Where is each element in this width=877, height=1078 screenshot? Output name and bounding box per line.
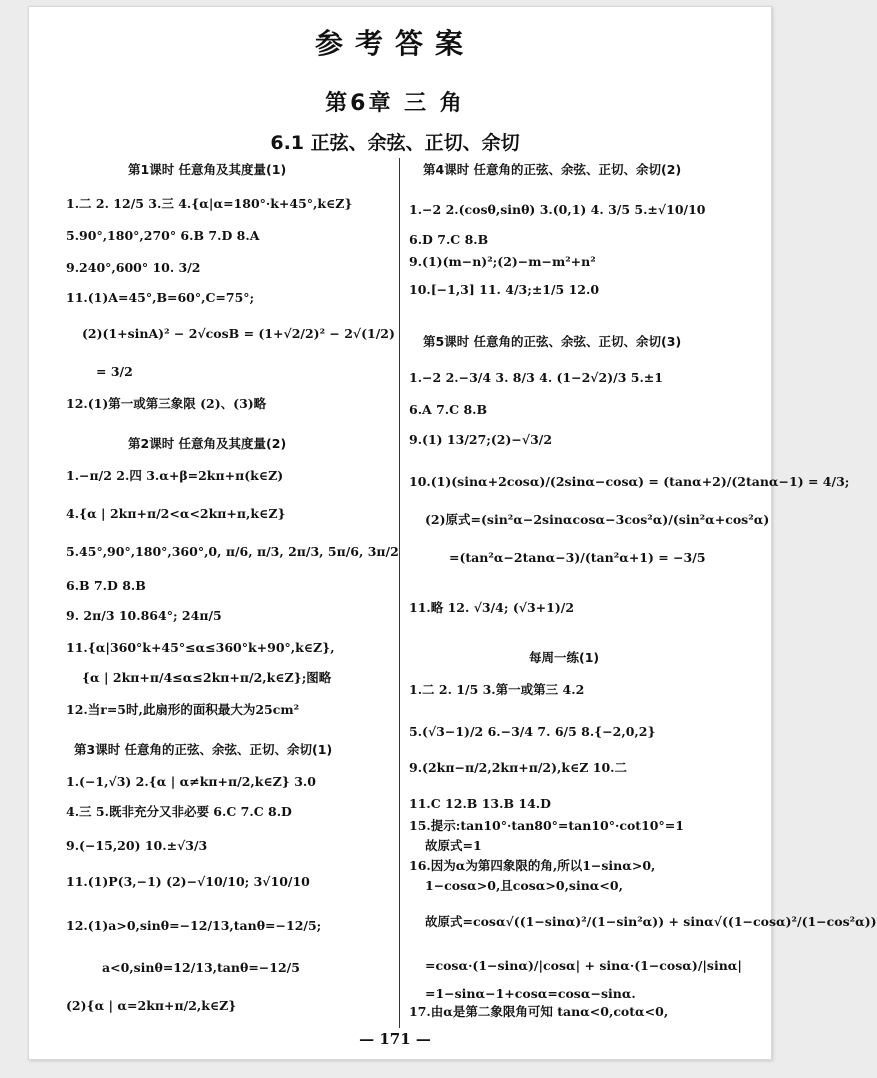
answer-line: 1.−2 2.(cosθ,sinθ) 3.(0,1) 4. 3/5 5.±√10/10 <box>409 202 706 217</box>
answer-line: (2){α | α=2kπ+π/2,k∈Z} <box>66 998 237 1013</box>
answer-line: 11.略 12. √3/4; (√3+1)/2 <box>409 600 575 615</box>
answer-line: 9.(1)(m−n)²;(2)−m−m²+n² <box>409 254 596 269</box>
answer-line: 17.由α是第二象限角可知 tanα<0,cotα<0, <box>409 1004 669 1019</box>
answer-line: 11.(1)A=45°,B=60°,C=75°; <box>66 290 255 305</box>
answer-line: 12.当r=5时,此扇形的面积最大为25cm² <box>66 702 300 717</box>
lesson-heading: 第3课时 任意角的正弦、余弦、正切、余切(1) <box>74 742 333 757</box>
column-divider <box>399 158 400 1028</box>
section-title: 6.1 正弦、余弦、正切、余切 <box>270 132 520 154</box>
answer-line: 1.二 2. 1/5 3.第一或第三 4.2 <box>409 682 585 697</box>
weekly-heading: 每周一练(1) <box>529 650 600 665</box>
answer-line: 11.(1)P(3,−1) (2)−√10/10; 3√10/10 <box>66 874 310 889</box>
answer-line: 6.D 7.C 8.B <box>409 232 489 247</box>
answer-line: 4.{α | 2kπ+π/2<α<2kπ+π,k∈Z} <box>66 506 286 521</box>
page-number: — 171 — <box>359 1030 431 1048</box>
answer-line: 9.240°,600° 10. 3/2 <box>66 260 201 275</box>
answer-line: 5.(√3−1)/2 6.−3/4 7. 6/5 8.{−2,0,2} <box>409 724 656 739</box>
answer-line: a<0,sinθ=12/13,tanθ=−12/5 <box>102 960 300 975</box>
answer-line: 故原式=1 <box>425 838 482 853</box>
answer-line: 5.45°,90°,180°,360°,0, π/6, π/3, 2π/3, 5π/6, 3π/2 <box>66 544 399 559</box>
answer-line: (2)(1+sinA)² − 2√cosB = (1+√2/2)² − 2√(1/2) <box>82 326 395 341</box>
answer-line: 10.[−1,3] 11. 4/3;±1/5 12.0 <box>409 282 600 297</box>
answer-line: 故原式=cosα√((1−sinα)²/(1−sin²α)) + sinα√((1−cosα)²/(1−cos²α)) <box>425 914 877 929</box>
answer-line: 1.−2 2.−3/4 3. 8/3 4. (1−2√2)/3 5.±1 <box>409 370 663 385</box>
lesson-heading: 第1课时 任意角及其度量(1) <box>128 162 287 177</box>
answer-line: 12.(1)第一或第三象限 (2)、(3)略 <box>66 396 267 411</box>
answer-line: 6.B 7.D 8.B <box>66 578 146 593</box>
answer-line: 5.90°,180°,270° 6.B 7.D 8.A <box>66 228 260 243</box>
answer-line: = 3/2 <box>96 364 133 379</box>
answer-line: 12.(1)a>0,sinθ=−12/13,tanθ=−12/5; <box>66 918 322 933</box>
answer-line: =cosα·(1−sinα)/|cosα| + sinα·(1−cosα)/|sinα| <box>425 958 742 973</box>
answer-line: 16.因为α为第四象限的角,所以1−sinα>0, <box>409 858 656 873</box>
answer-line: (2)原式=(sin²α−2sinαcosα−3cos²α)/(sin²α+cos²α) <box>425 512 770 527</box>
lesson-heading: 第5课时 任意角的正弦、余弦、正切、余切(3) <box>423 334 682 349</box>
answer-line: 9. 2π/3 10.864°; 24π/5 <box>66 608 222 623</box>
answer-line: 9.(2kπ−π/2,2kπ+π/2),k∈Z 10.二 <box>409 760 628 775</box>
lesson-heading: 第4课时 任意角的正弦、余弦、正切、余切(2) <box>423 162 682 177</box>
answer-line: 1−cosα>0,且cosα>0,sinα<0, <box>425 878 623 893</box>
answer-line: 1.−π/2 2.四 3.α+β=2kπ+π(k∈Z) <box>66 468 284 483</box>
answer-line: 6.A 7.C 8.B <box>409 402 488 417</box>
lesson-heading: 第2课时 任意角及其度量(2) <box>128 436 287 451</box>
answer-line: 9.(1) 13/27;(2)−√3/2 <box>409 432 553 447</box>
page-title: 参考答案 <box>314 27 475 60</box>
answer-line: 11.C 12.B 13.B 14.D <box>409 796 551 811</box>
answer-line: 10.(1)(sinα+2cosα)/(2sinα−cosα) = (tanα+2)/(2tanα−1) = 4/3; <box>409 474 850 489</box>
answer-line: 1.二 2. 12/5 3.三 4.{α|α=180°·k+45°,k∈Z} <box>66 196 353 211</box>
answer-line: 1.(−1,√3) 2.{α | α≠kπ+π/2,k∈Z} 3.0 <box>66 774 316 789</box>
answer-line: =(tan²α−2tanα−3)/(tan²α+1) = −3/5 <box>449 550 706 565</box>
answer-line: 15.提示:tan10°·tan80°=tan10°·cot10°=1 <box>409 818 684 833</box>
chapter-title: 第6章 三 角 <box>325 91 465 116</box>
answer-line: 9.(−15,20) 10.±√3/3 <box>66 838 208 853</box>
answer-line: =1−sinα−1+cosα=cosα−sinα. <box>425 986 636 1001</box>
answer-line: 11.{α|360°k+45°≤α≤360°k+90°,k∈Z}, <box>66 640 335 655</box>
answer-line: 4.三 5.既非充分又非必要 6.C 7.C 8.D <box>66 804 292 819</box>
answer-line: {α | 2kπ+π/4≤α≤2kπ+π/2,k∈Z};图略 <box>82 670 332 685</box>
